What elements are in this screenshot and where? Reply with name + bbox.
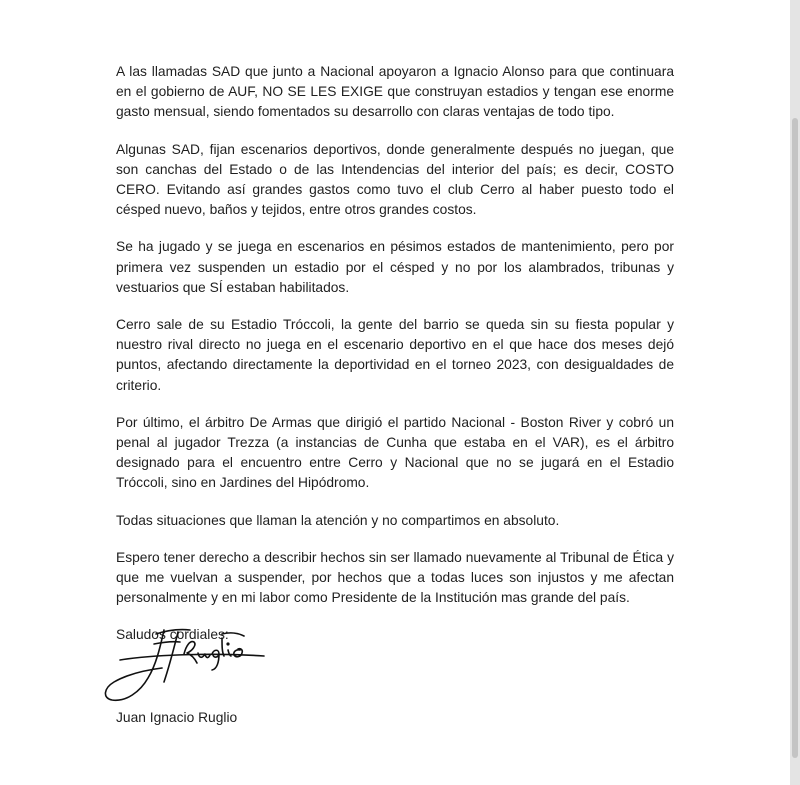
signer-name: Juan Ignacio Ruglio xyxy=(116,710,238,725)
paragraph-1: A las llamadas SAD que junto a Nacional apoyaron a Ignacio Alonso para que continuara en el gobierno de AUF, NO SE LES EXIGE que construyan estadios y tengan ese enorme gasto mensual, siendo fomentados su desarrollo con claras ventajas de todo tipo. xyxy=(116,64,674,120)
paragraph-5: Por último, el árbitro De Armas que dirigió el partido Nacional - Boston River y cobró un penal al jugador Trezza (a instancias de Cunha que estaba en el VAR), es el árbitro designado para el encuentro entre Cerro y Nacional que no se jugará en el Estadio Tróccoli, sino en Jardines del Hipódromo. xyxy=(116,414,674,491)
paragraph-3: Se ha jugado y se juega en escenarios en pésimos estados de mantenimiento, pero por primera vez suspenden un estadio por el césped y no por los alambrados, tribunas y vestuarios que SÍ estaban habilitados. xyxy=(116,239,674,295)
closing-line: Saludos cordiales: xyxy=(116,627,229,643)
letter-body xyxy=(116,62,674,663)
paragraph-6: Todas situaciones que llaman la atención y no compartimos en absoluto. xyxy=(116,512,560,528)
vertical-scrollbar[interactable] xyxy=(790,0,800,785)
paragraph-2: Algunas SAD, fijan escenarios deportivos, donde generalmente después no juegan, que son canchas del Estado o de las Intendencias del interior del país; es decir, COSTO CERO. Evitando así grandes gastos como tuvo el club Cerro al haber puesto todo el césped nuevo, baños y tejidos, entre otros grandes costos. xyxy=(116,141,674,218)
paragraph-7: Espero tener derecho a describir hechos sin ser llamado nuevamente al Tribunal de Ética y que me vuelvan a suspender, por hechos que a todas luces son injustos y me afectan personalmente y en mi labor como Presidente de la Institución mas grande del país. xyxy=(116,549,674,606)
scrollbar-thumb[interactable] xyxy=(792,118,798,758)
signature-icon xyxy=(98,620,273,708)
paragraph-4: Cerro sale de su Estadio Tróccoli, la gente del barrio se queda sin su fiesta popular y nuestro rival directo no juega en el escenario deportivo en el que hace dos meses dejó puntos, afectando directamente la deportividad en el torneo 2023, con desigualdades de criterio. xyxy=(116,317,674,393)
